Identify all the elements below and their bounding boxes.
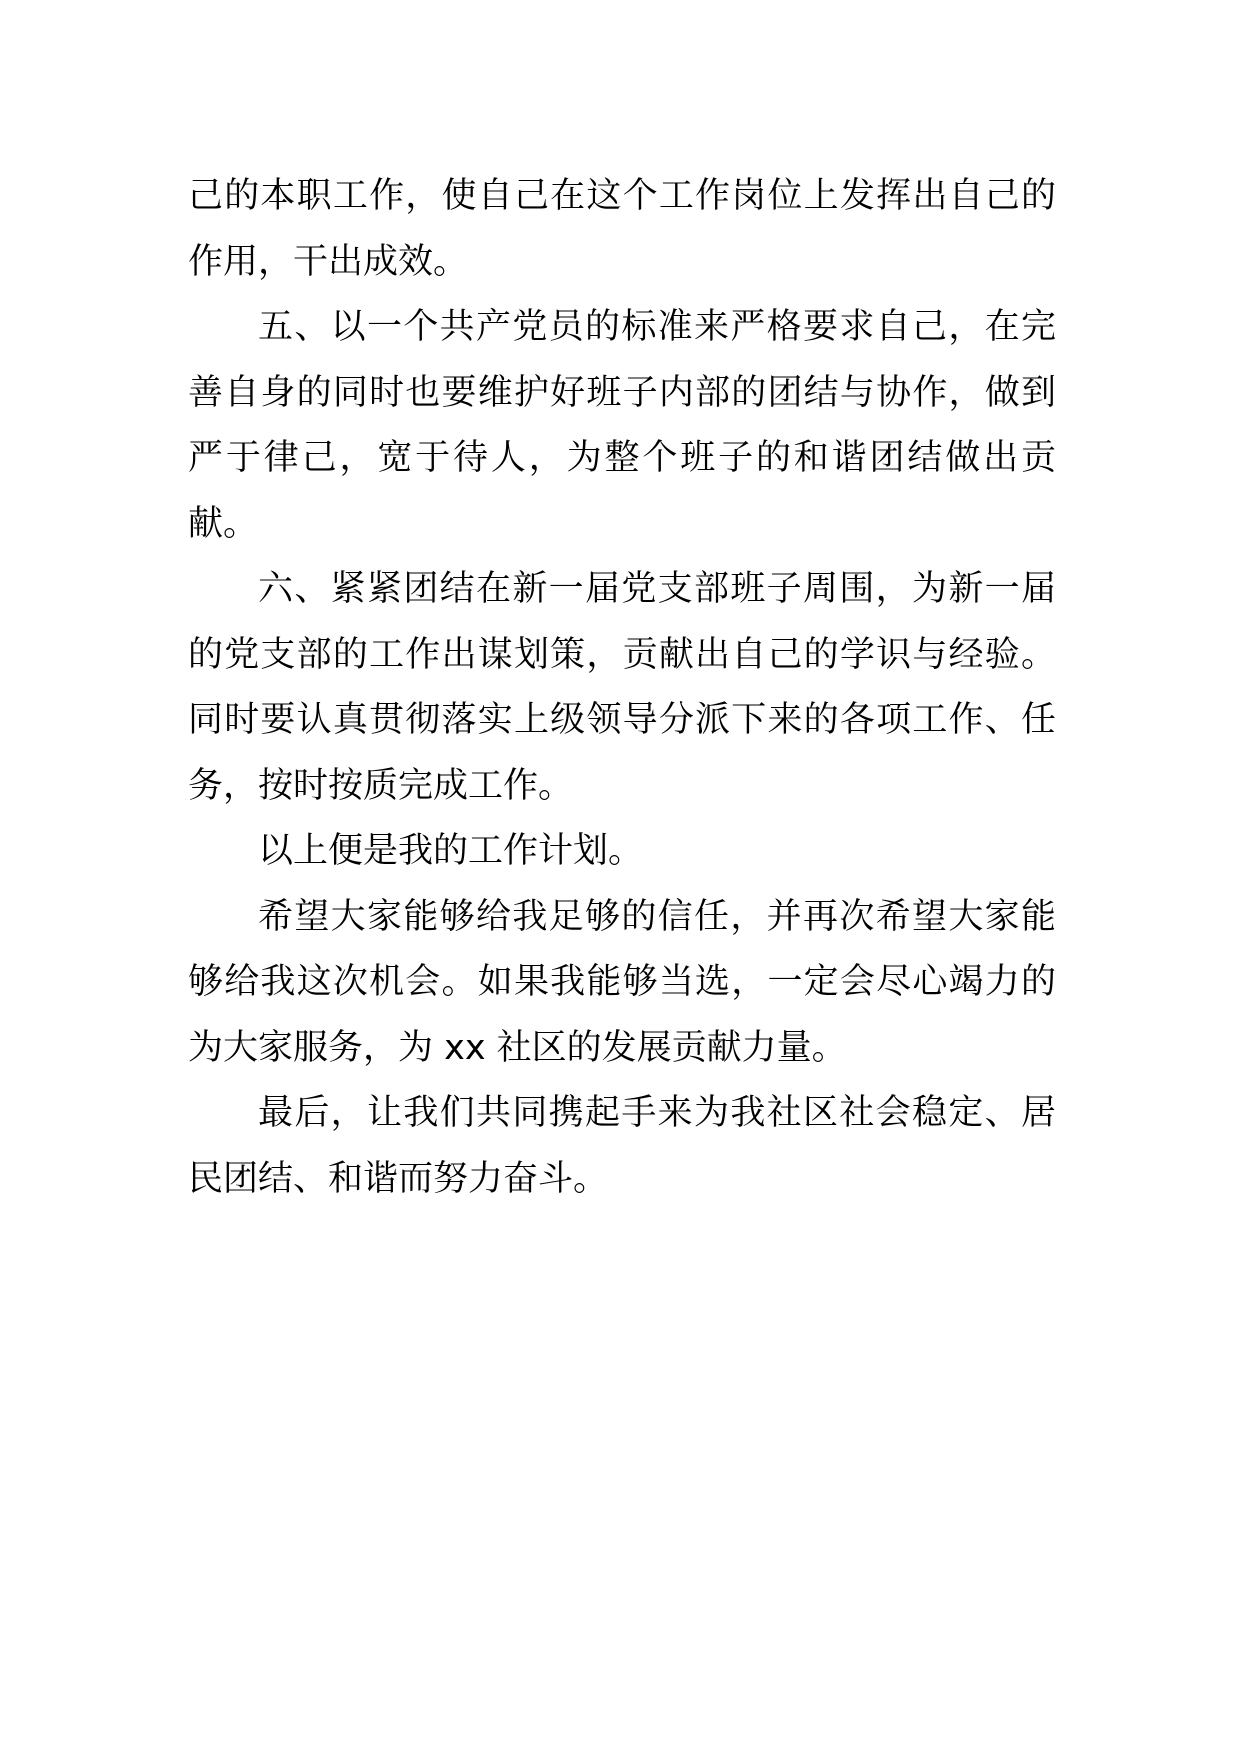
- document-body: [188, 164, 1056, 1212]
- paragraph-item-five: 五、以一个共产党员的标准来严格要求自己，在完善自身的同时也要维护好班子内部的团结与协作，做到严于律己，宽于待人，为整个班子的和谐团结做出贡献。: [188, 307, 1056, 544]
- paragraph-item-six: 六、紧紧团结在新一届党支部班子周围，为新一届的党支部的工作出谋划策，贡献出自己的学识与经验。同时要认真贯彻落实上级领导分派下来的各项工作、任务，按时按质完成工作。: [188, 569, 1056, 806]
- paragraph-request: 希望大家能够给我足够的信任，并再次希望大家能够给我这次机会。如果我能够当选，一定会尽心竭力的为大家服务，为 xx 社区的发展贡献力量。: [188, 896, 1056, 1068]
- paragraph-continued: 己的本职工作，使自己在这个工作岗位上发挥出自己的作用，干出成效。: [188, 176, 1056, 282]
- paragraph-summary: 以上便是我的工作计划。: [258, 831, 644, 871]
- paragraph-closing: 最后，让我们共同携起手来为我社区社会稳定、居民团结、和谐而努力奋斗。: [188, 1093, 1056, 1199]
